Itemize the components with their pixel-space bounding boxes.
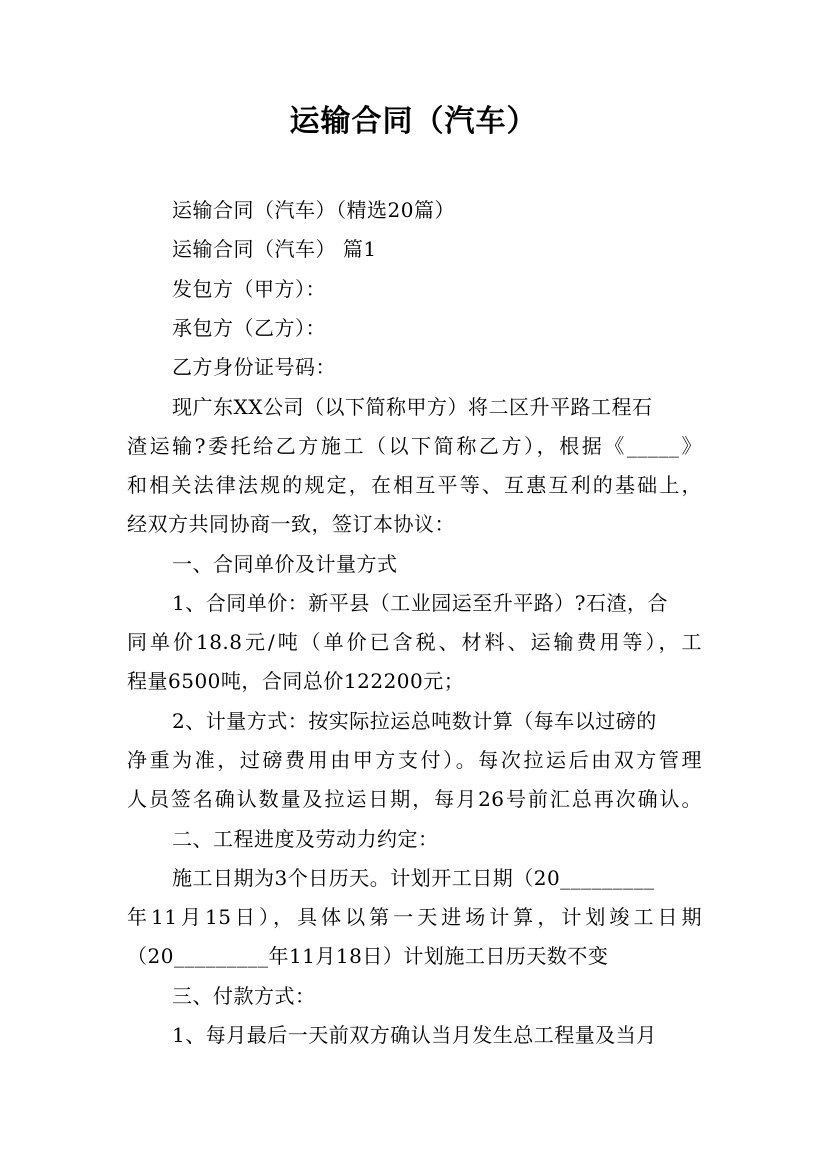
text-line-party-b: 承包方（乙方）：: [172, 316, 326, 340]
text-line-measure-1: 2、计量方式：按实际拉运总吨数计算（每车以过磅的: [172, 709, 657, 733]
text-line-price-2: 同单价18.8元/吨（单价已含税、材料、运输费用等），工: [127, 630, 702, 654]
text-line-id-number: 乙方身份证号码：: [172, 355, 336, 379]
section-heading-2: 二、工程进度及劳动力约定：: [172, 827, 439, 851]
text-line-subtitle: 运输合同（汽车）（精选20篇）: [172, 198, 455, 222]
text-line-payment-1: 1、每月最后一天前双方确认当月发生总工程量及当月: [172, 1023, 657, 1047]
text-line-heading: 运输合同（汽车） 篇1: [172, 237, 377, 261]
document-title: 运输合同（汽车）: [289, 104, 538, 139]
section-heading-1: 一、合同单价及计量方式: [172, 552, 398, 576]
text-line-measure-3: 人员签名确认数量及拉运日期，每月26号前汇总再次确认。: [127, 787, 702, 811]
text-line-intro-2: 渣运输?委托给乙方施工（以下简称乙方），根据《_____》: [127, 434, 702, 458]
text-line-intro-4: 经双方共同协商一致，签订本协议：: [127, 512, 455, 536]
text-line-measure-2: 净重为准，过磅费用由甲方支付）。每次拉运后由双方管理: [127, 748, 702, 772]
text-line-schedule-2: 年11月15日），具体以第一天进场计算，计划竣工日期: [127, 905, 702, 929]
text-line-schedule-3: （20_________年11月18日）计划施工日历天数不变: [127, 944, 609, 968]
text-line-price-3: 程量6500吨，合同总价122200元；: [127, 669, 465, 693]
text-line-intro-3: 和相关法律法规的规定，在相互平等、互惠互利的基础上，: [127, 473, 702, 497]
section-heading-3: 三、付款方式：: [172, 984, 316, 1008]
text-line-intro-1: 现广东XX公司（以下简称甲方）将二区升平路工程石: [172, 395, 653, 419]
text-line-schedule-1: 施工日期为3个日历天。计划开工日期（20_________: [172, 866, 655, 890]
text-line-price-1: 1、合同单价：新平县（工业园运至升平路）?石渣，合: [172, 591, 668, 615]
text-line-party-a: 发包方（甲方）：: [172, 277, 326, 301]
